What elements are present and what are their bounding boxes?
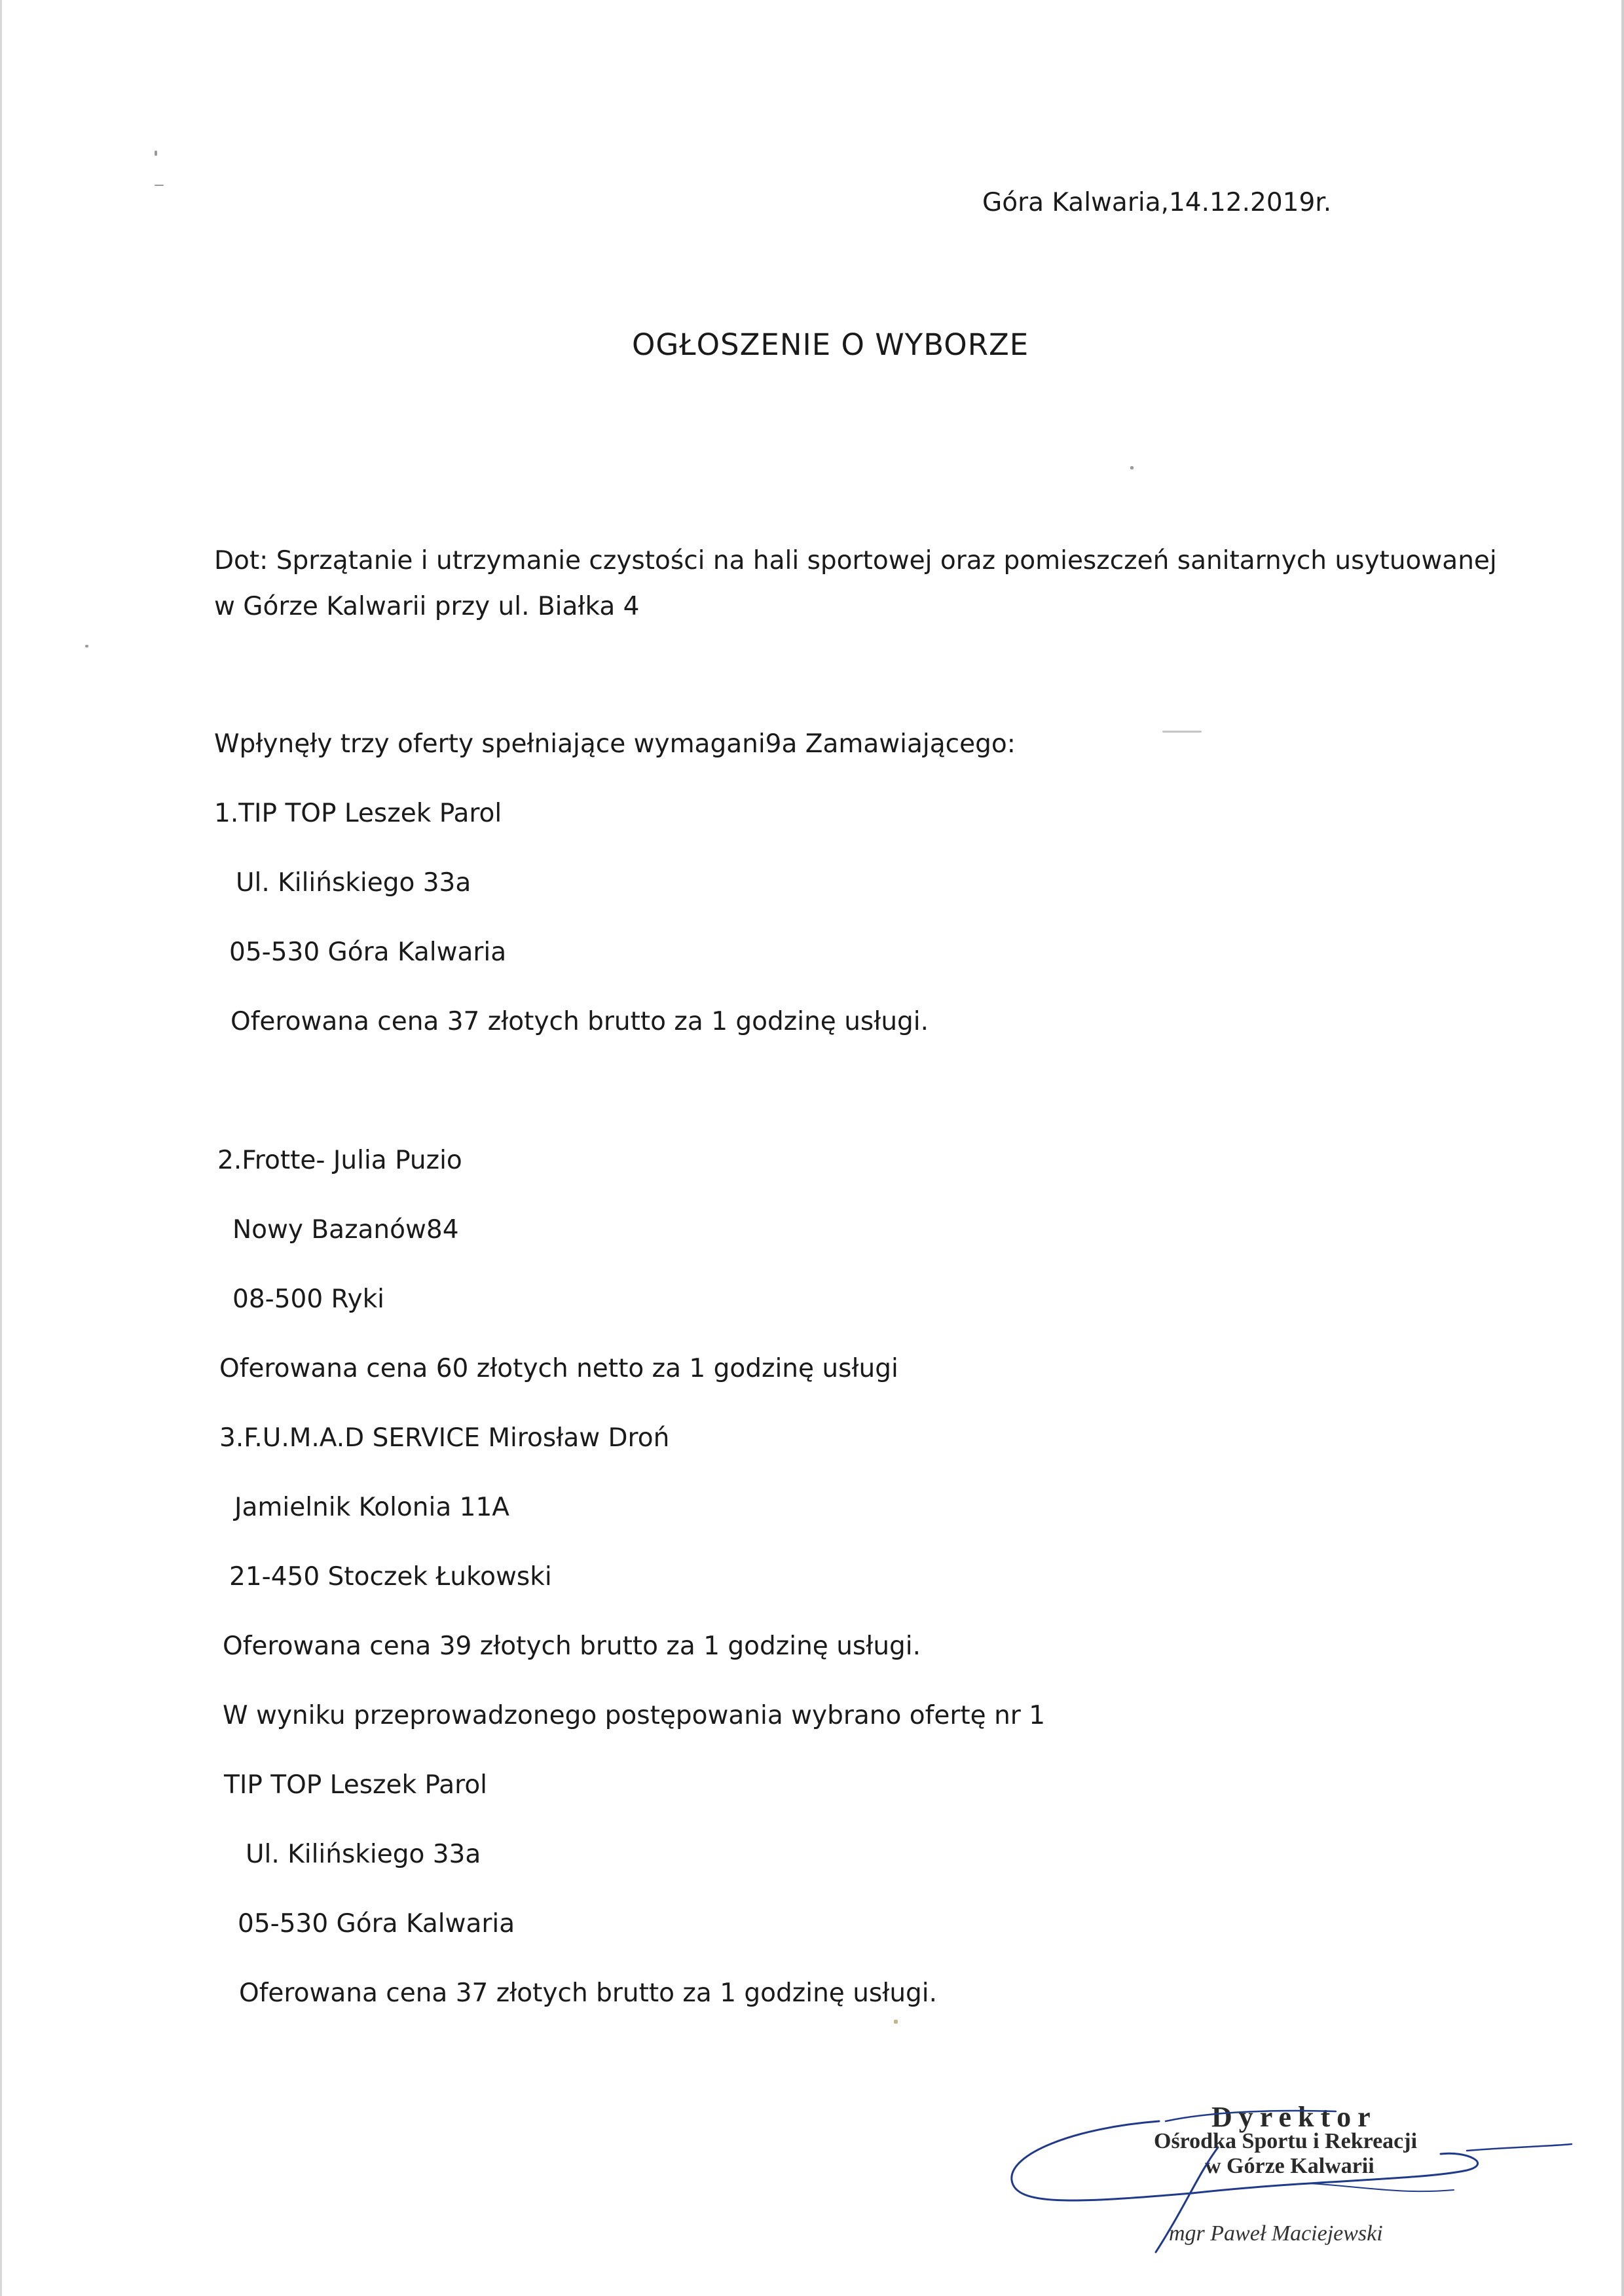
- signature-stroke: [1156, 2147, 1218, 2252]
- result-city: 05-530 Góra Kalwaria: [238, 1909, 515, 1939]
- signature-stroke: [1166, 2111, 1336, 2121]
- offer-1-price: Oferowana cena 37 złotych brutto za 1 godzinę usługi.: [231, 1007, 929, 1036]
- scan-speck: [85, 645, 88, 647]
- offer-3-city: 21-450 Stoczek Łukowski: [229, 1562, 552, 1592]
- page-title: OGŁOSZENIE O WYBORZE: [632, 327, 1029, 362]
- offer-3-street: Jamielnik Kolonia 11A: [234, 1493, 509, 1522]
- offers-intro: Wpłynęły trzy oferty spełniające wymagani9a Zamawiającego:: [214, 729, 1016, 759]
- offer-3-name: 3.F.U.M.A.D SERVICE Mirosław Droń: [219, 1423, 670, 1453]
- result-price: Oferowana cena 37 złotych brutto za 1 godzinę usługi.: [239, 1978, 938, 2008]
- scan-edge-left: [0, 0, 2, 2296]
- offer-1-street: Ul. Kilińskiego 33a: [236, 868, 471, 898]
- signature-stroke: [1310, 2183, 1454, 2191]
- stamp-institution-line-1: Ośrodka Sportu i Rekreacji: [1154, 2129, 1418, 2153]
- offer-2-price: Oferowana cena 60 złotych netto za 1 godzinę usługi: [219, 1354, 898, 1383]
- result-street: Ul. Kilińskiego 33a: [246, 1840, 481, 1869]
- scan-speck: [155, 185, 164, 186]
- scan-speck: [1162, 731, 1202, 733]
- subject-line-2: w Górze Kalwarii przy ul. Białka 4: [214, 592, 640, 621]
- stamp-role: Dyrektor: [1211, 2101, 1377, 2133]
- stamp-signatory: mgr Paweł Maciejewski: [1169, 2221, 1383, 2246]
- stamp-institution-line-2: w Górze Kalwarii: [1205, 2154, 1375, 2178]
- offer-2-name: 2.Frotte- Julia Puzio: [217, 1146, 462, 1175]
- offer-2-city: 08-500 Ryki: [232, 1285, 385, 1314]
- offer-2-street: Nowy Bazanów84: [232, 1215, 459, 1245]
- offer-1-name: 1.TIP TOP Leszek Parol: [214, 799, 502, 828]
- subject-line-1: Dot: Sprzątanie i utrzymanie czystości na hali sportowej oraz pomieszczeń sanitarnych usytuowanej: [214, 546, 1497, 575]
- scan-speck: [155, 151, 157, 156]
- scan-speck: [1130, 466, 1134, 469]
- offer-1-city: 05-530 Góra Kalwaria: [229, 938, 507, 967]
- scan-speck: [894, 2020, 898, 2024]
- place-date: Góra Kalwaria,14.12.2019r.: [982, 188, 1332, 217]
- handwritten-signature: [995, 2082, 1585, 2265]
- offer-3-price: Oferowana cena 39 złotych brutto za 1 godzinę usługi.: [223, 1631, 921, 1661]
- signature-stroke: [1012, 2121, 1478, 2200]
- signature-stroke: [1467, 2144, 1572, 2151]
- scan-edge-right: [1621, 0, 1624, 2296]
- result-statement: W wyniku przeprowadzonego postępowania wybrano ofertę nr 1: [223, 1701, 1046, 1730]
- result-name: TIP TOP Leszek Parol: [224, 1770, 488, 1800]
